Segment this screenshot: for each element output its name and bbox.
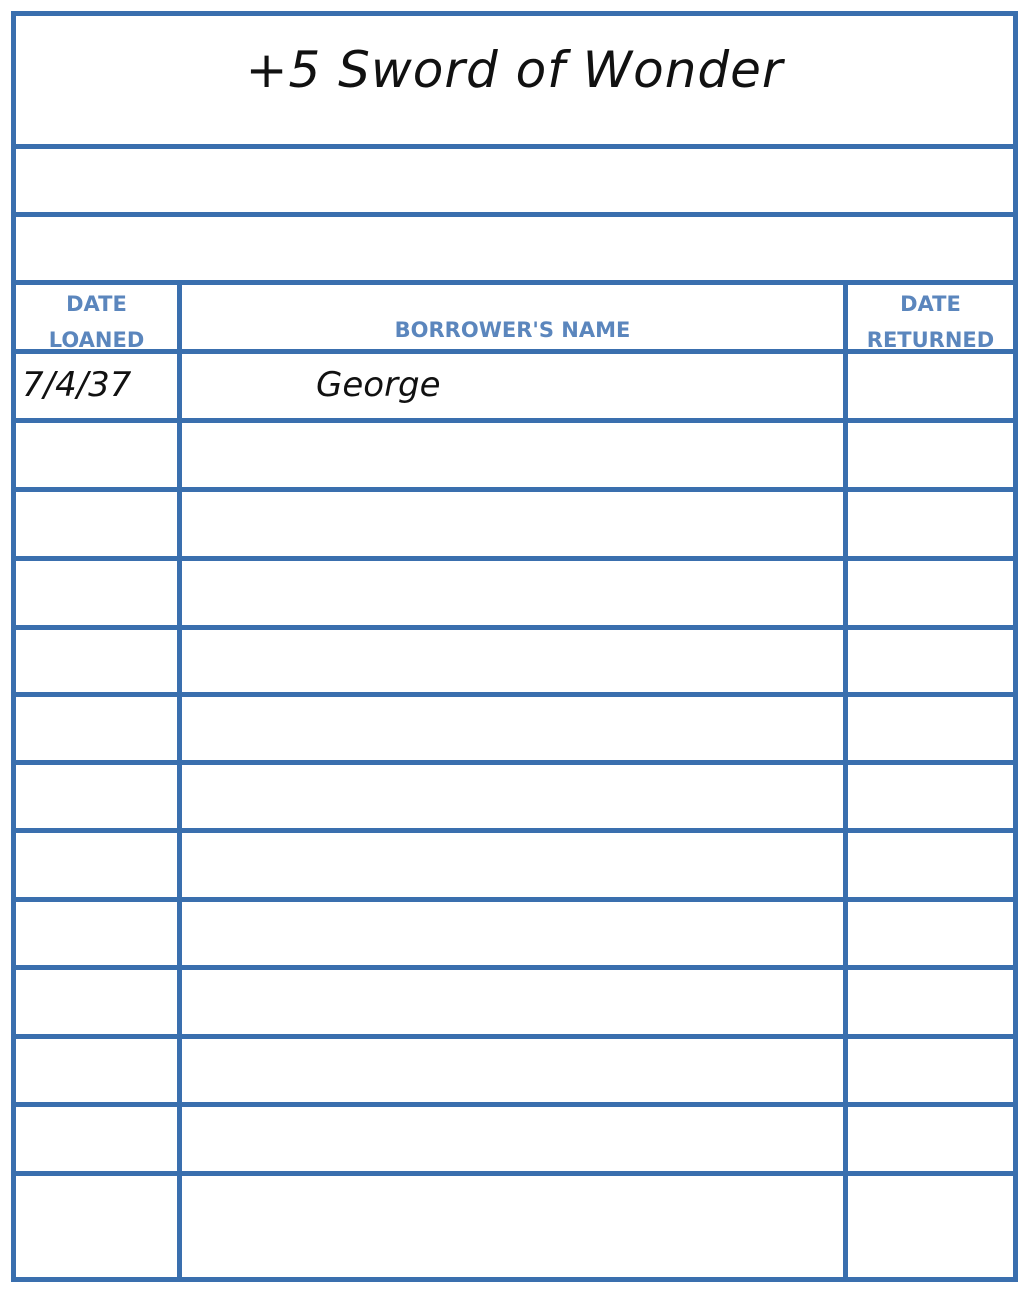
header-date-returned-line1: DATE [900,292,961,316]
header-date-loaned-line1: DATE [66,292,127,316]
row-divider [11,692,1018,697]
date-loaned-entry: 7/4/37 [22,365,132,405]
row-divider [11,965,1018,970]
borrower-name-entry: George [316,365,441,405]
row-divider [11,1034,1018,1039]
column-divider-left [177,283,182,1282]
blank-row-divider [11,212,1018,217]
column-divider-right [843,283,848,1282]
header-top-divider [11,280,1018,285]
header-date-returned-line2: RETURNED [866,328,995,352]
item-title: +5 Sword of Wonder [245,41,784,99]
row-divider [11,625,1018,630]
row-divider [11,828,1018,833]
row-divider [11,556,1018,561]
row-divider [11,897,1018,902]
header-borrower-name: BORROWER'S NAME [394,318,631,342]
header-date-loaned [16,286,177,358]
header-date-loaned-line2: LOANED [48,328,145,352]
row-divider [11,760,1018,765]
row-divider [11,1102,1018,1107]
title-divider [11,144,1018,149]
row-divider [11,418,1018,423]
row-divider [11,487,1018,492]
header-date-returned [848,286,1013,358]
row-divider [11,1171,1018,1176]
card-border [11,11,1018,1282]
